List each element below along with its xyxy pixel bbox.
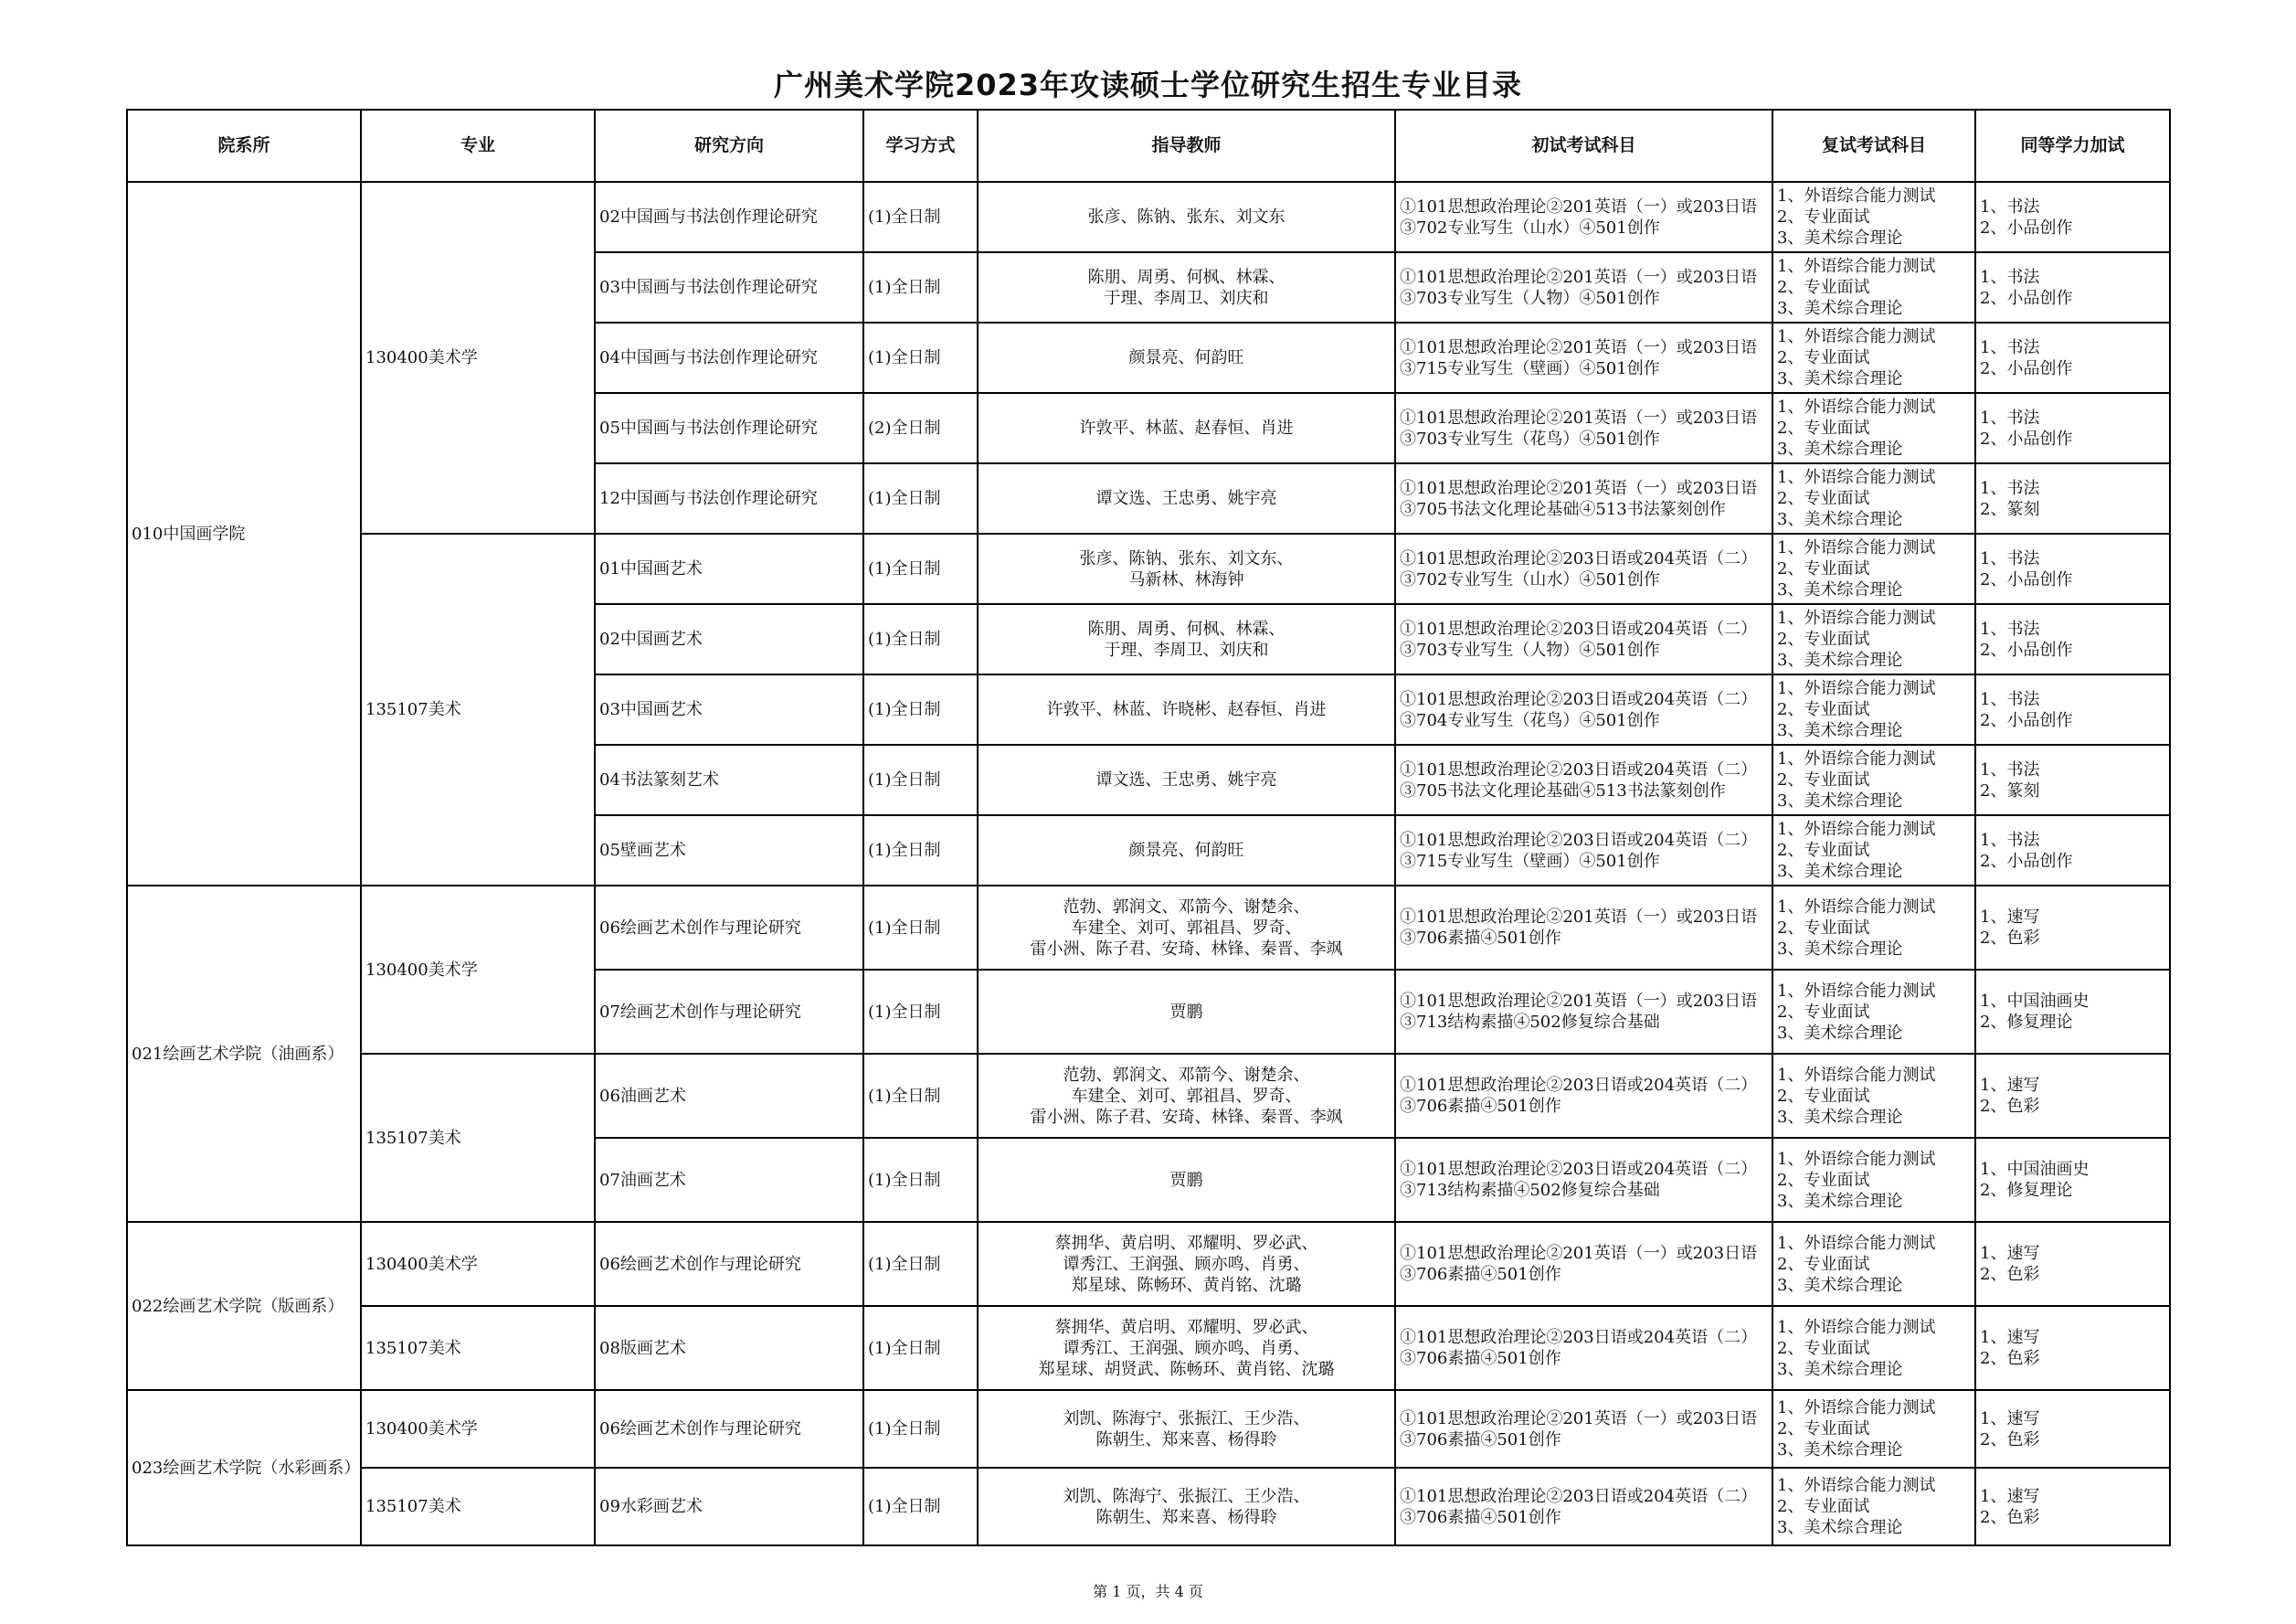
table-row bbox=[127, 1390, 2170, 1468]
tutors-cell: 贾鹏 bbox=[978, 970, 1395, 1054]
tutors-cell: 许敦平、林蓝、赵春恒、肖进 bbox=[978, 393, 1395, 463]
mode-cell: (1)全日制 bbox=[863, 1054, 978, 1138]
direction-cell: 06绘画艺术创作与理论研究 bbox=[595, 1390, 863, 1468]
direction-cell: 01中国画艺术 bbox=[595, 534, 863, 604]
retest-cell: 1、外语综合能力测试 2、专业面试 3、美术综合理论 bbox=[1772, 182, 1975, 252]
direction-cell: 07绘画艺术创作与理论研究 bbox=[595, 970, 863, 1054]
retest-cell: 1、外语综合能力测试 2、专业面试 3、美术综合理论 bbox=[1772, 970, 1975, 1054]
extra-cell: 1、书法 2、小品创作 bbox=[1975, 604, 2170, 674]
extra-cell: 1、速写 2、色彩 bbox=[1975, 1222, 2170, 1306]
retest-cell: 1、外语综合能力测试 2、专业面试 3、美术综合理论 bbox=[1772, 886, 1975, 970]
header-exam: 初试考试科目 bbox=[1395, 110, 1772, 182]
mode-cell: (1)全日制 bbox=[863, 1468, 978, 1545]
exam-cell: ①101思想政治理论②203日语或204英语（二） ③703专业写生（人物）④501创作 bbox=[1395, 604, 1772, 674]
retest-cell: 1、外语综合能力测试 2、专业面试 3、美术综合理论 bbox=[1772, 393, 1975, 463]
header-direction: 研究方向 bbox=[595, 110, 863, 182]
exam-cell: ①101思想政治理论②201英语（一）或203日语 ③715专业写生（壁画）④501创作 bbox=[1395, 323, 1772, 393]
extra-cell: 1、速写 2、色彩 bbox=[1975, 886, 2170, 970]
header-dept: 院系所 bbox=[127, 110, 361, 182]
direction-cell: 02中国画与书法创作理论研究 bbox=[595, 182, 863, 252]
retest-cell: 1、外语综合能力测试 2、专业面试 3、美术综合理论 bbox=[1772, 1306, 1975, 1390]
retest-cell: 1、外语综合能力测试 2、专业面试 3、美术综合理论 bbox=[1772, 1468, 1975, 1545]
extra-cell: 1、书法 2、小品创作 bbox=[1975, 182, 2170, 252]
direction-cell: 05壁画艺术 bbox=[595, 815, 863, 886]
direction-cell: 08版画艺术 bbox=[595, 1306, 863, 1390]
tutors-cell: 蔡拥华、黄启明、邓耀明、罗必武、 谭秀江、王润强、顾亦鸣、肖勇、 郑星球、胡贤武、陈畅环、黄肖铭、沈璐 bbox=[978, 1306, 1395, 1390]
dept-cell: 021绘画艺术学院（油画系） bbox=[127, 886, 361, 1222]
retest-cell: 1、外语综合能力测试 2、专业面试 3、美术综合理论 bbox=[1772, 674, 1975, 745]
extra-cell: 1、书法 2、篆刻 bbox=[1975, 463, 2170, 534]
direction-cell: 06油画艺术 bbox=[595, 1054, 863, 1138]
table-row bbox=[127, 1054, 2170, 1138]
extra-cell: 1、中国油画史 2、修复理论 bbox=[1975, 1138, 2170, 1222]
extra-cell: 1、速写 2、色彩 bbox=[1975, 1468, 2170, 1545]
header-mode: 学习方式 bbox=[863, 110, 978, 182]
extra-cell: 1、书法 2、小品创作 bbox=[1975, 815, 2170, 886]
tutors-cell: 范勃、郭润文、邓箭今、谢楚余、 车建全、刘可、郭祖昌、罗奇、 雷小洲、陈子君、安琦、林锋、秦晋、李飒 bbox=[978, 886, 1395, 970]
mode-cell: (1)全日制 bbox=[863, 534, 978, 604]
major-cell: 130400美术学 bbox=[361, 1222, 595, 1306]
retest-cell: 1、外语综合能力测试 2、专业面试 3、美术综合理论 bbox=[1772, 815, 1975, 886]
exam-cell: ①101思想政治理论②203日语或204英语（二） ③706素描④501创作 bbox=[1395, 1468, 1772, 1545]
tutors-cell: 范勃、郭润文、邓箭今、谢楚余、 车建全、刘可、郭祖昌、罗奇、 雷小洲、陈子君、安琦、林锋、秦晋、李飒 bbox=[978, 1054, 1395, 1138]
retest-cell: 1、外语综合能力测试 2、专业面试 3、美术综合理论 bbox=[1772, 252, 1975, 323]
direction-cell: 02中国画艺术 bbox=[595, 604, 863, 674]
extra-cell: 1、书法 2、小品创作 bbox=[1975, 252, 2170, 323]
extra-cell: 1、速写 2、色彩 bbox=[1975, 1390, 2170, 1468]
tutors-cell: 刘凯、陈海宁、张振江、王少浩、 陈朝生、郑来喜、杨得聆 bbox=[978, 1390, 1395, 1468]
extra-cell: 1、书法 2、小品创作 bbox=[1975, 534, 2170, 604]
major-cell: 135107美术 bbox=[361, 534, 595, 886]
extra-cell: 1、书法 2、小品创作 bbox=[1975, 323, 2170, 393]
direction-cell: 12中国画与书法创作理论研究 bbox=[595, 463, 863, 534]
extra-cell: 1、中国油画史 2、修复理论 bbox=[1975, 970, 2170, 1054]
tutors-cell: 谭文选、王忠勇、姚宇亮 bbox=[978, 745, 1395, 815]
table-row bbox=[127, 1306, 2170, 1390]
retest-cell: 1、外语综合能力测试 2、专业面试 3、美术综合理论 bbox=[1772, 1138, 1975, 1222]
exam-cell: ①101思想政治理论②203日语或204英语（二） ③704专业写生（花鸟）④501创作 bbox=[1395, 674, 1772, 745]
extra-cell: 1、速写 2、色彩 bbox=[1975, 1054, 2170, 1138]
direction-cell: 03中国画艺术 bbox=[595, 674, 863, 745]
mode-cell: (1)全日制 bbox=[863, 463, 978, 534]
direction-cell: 03中国画与书法创作理论研究 bbox=[595, 252, 863, 323]
extra-cell: 1、书法 2、篆刻 bbox=[1975, 745, 2170, 815]
mode-cell: (1)全日制 bbox=[863, 886, 978, 970]
tutors-cell: 许敦平、林蓝、许晓彬、赵春恒、肖进 bbox=[978, 674, 1395, 745]
header-major: 专业 bbox=[361, 110, 595, 182]
exam-cell: ①101思想政治理论②201英语（一）或203日语 ③705书法文化理论基础④513书法篆刻创作 bbox=[1395, 463, 1772, 534]
retest-cell: 1、外语综合能力测试 2、专业面试 3、美术综合理论 bbox=[1772, 534, 1975, 604]
direction-cell: 04中国画与书法创作理论研究 bbox=[595, 323, 863, 393]
tutors-cell: 张彦、陈钠、张东、刘文东 bbox=[978, 182, 1395, 252]
retest-cell: 1、外语综合能力测试 2、专业面试 3、美术综合理论 bbox=[1772, 745, 1975, 815]
exam-cell: ①101思想政治理论②203日语或204英语（二） ③706素描④501创作 bbox=[1395, 1054, 1772, 1138]
mode-cell: (1)全日制 bbox=[863, 323, 978, 393]
exam-cell: ①101思想政治理论②203日语或204英语（二） ③705书法文化理论基础④513书法篆刻创作 bbox=[1395, 745, 1772, 815]
major-cell: 130400美术学 bbox=[361, 1390, 595, 1468]
dept-cell: 023绘画艺术学院（水彩画系） bbox=[127, 1390, 361, 1545]
major-cell: 135107美术 bbox=[361, 1306, 595, 1390]
tutors-cell: 颜景亮、何韵旺 bbox=[978, 815, 1395, 886]
mode-cell: (1)全日制 bbox=[863, 674, 978, 745]
exam-cell: ①101思想政治理论②203日语或204英语（二） ③702专业写生（山水）④501创作 bbox=[1395, 534, 1772, 604]
retest-cell: 1、外语综合能力测试 2、专业面试 3、美术综合理论 bbox=[1772, 1054, 1975, 1138]
major-cell: 135107美术 bbox=[361, 1468, 595, 1545]
page-title: 广州美术学院2023年攻读硕士学位研究生招生专业目录 bbox=[773, 68, 1523, 102]
retest-cell: 1、外语综合能力测试 2、专业面试 3、美术综合理论 bbox=[1772, 1222, 1975, 1306]
retest-cell: 1、外语综合能力测试 2、专业面试 3、美术综合理论 bbox=[1772, 1390, 1975, 1468]
dept-cell: 010中国画学院 bbox=[127, 182, 361, 886]
retest-cell: 1、外语综合能力测试 2、专业面试 3、美术综合理论 bbox=[1772, 604, 1975, 674]
retest-cell: 1、外语综合能力测试 2、专业面试 3、美术综合理论 bbox=[1772, 323, 1975, 393]
tutors-cell: 蔡拥华、黄启明、邓耀明、罗必武、 谭秀江、王润强、顾亦鸣、肖勇、 郑星球、陈畅环、黄肖铭、沈璐 bbox=[978, 1222, 1395, 1306]
mode-cell: (1)全日制 bbox=[863, 745, 978, 815]
table-row bbox=[127, 1468, 2170, 1545]
mode-cell: (1)全日制 bbox=[863, 604, 978, 674]
tutors-cell: 陈朋、周勇、何枫、林霖、 于理、李周卫、刘庆和 bbox=[978, 252, 1395, 323]
direction-cell: 07油画艺术 bbox=[595, 1138, 863, 1222]
header-row bbox=[127, 110, 2170, 182]
exam-cell: ①101思想政治理论②201英语（一）或203日语 ③702专业写生（山水）④501创作 bbox=[1395, 182, 1772, 252]
direction-cell: 06绘画艺术创作与理论研究 bbox=[595, 886, 863, 970]
exam-cell: ①101思想政治理论②201英语（一）或203日语 ③703专业写生（人物）④501创作 bbox=[1395, 252, 1772, 323]
mode-cell: (1)全日制 bbox=[863, 252, 978, 323]
direction-cell: 06绘画艺术创作与理论研究 bbox=[595, 1222, 863, 1306]
exam-cell: ①101思想政治理论②203日语或204英语（二） ③706素描④501创作 bbox=[1395, 1306, 1772, 1390]
tutors-cell: 刘凯、陈海宁、张振江、王少浩、 陈朝生、郑来喜、杨得聆 bbox=[978, 1468, 1395, 1545]
exam-cell: ①101思想政治理论②201英语（一）或203日语 ③706素描④501创作 bbox=[1395, 886, 1772, 970]
tutors-cell: 谭文选、王忠勇、姚宇亮 bbox=[978, 463, 1395, 534]
exam-cell: ①101思想政治理论②201英语（一）或203日语 ③706素描④501创作 bbox=[1395, 1390, 1772, 1468]
exam-cell: ①101思想政治理论②203日语或204英语（二） ③713结构素描④502修复综合基础 bbox=[1395, 1138, 1772, 1222]
mode-cell: (2)全日制 bbox=[863, 393, 978, 463]
page-footer: 第 1 页，共 4 页 bbox=[1093, 1583, 1203, 1600]
dept-cell: 022绘画艺术学院（版画系） bbox=[127, 1222, 361, 1390]
mode-cell: (1)全日制 bbox=[863, 182, 978, 252]
exam-cell: ①101思想政治理论②201英语（一）或203日语 ③706素描④501创作 bbox=[1395, 1222, 1772, 1306]
table-row bbox=[127, 1222, 2170, 1306]
table-row bbox=[127, 886, 2170, 970]
table-row bbox=[127, 534, 2170, 604]
direction-cell: 04书法篆刻艺术 bbox=[595, 745, 863, 815]
tutors-cell: 颜景亮、何韵旺 bbox=[978, 323, 1395, 393]
tutors-cell: 贾鹏 bbox=[978, 1138, 1395, 1222]
retest-cell: 1、外语综合能力测试 2、专业面试 3、美术综合理论 bbox=[1772, 463, 1975, 534]
header-tutors: 指导教师 bbox=[978, 110, 1395, 182]
mode-cell: (1)全日制 bbox=[863, 1306, 978, 1390]
major-cell: 130400美术学 bbox=[361, 886, 595, 1054]
mode-cell: (1)全日制 bbox=[863, 1138, 978, 1222]
direction-cell: 09水彩画艺术 bbox=[595, 1468, 863, 1545]
mode-cell: (1)全日制 bbox=[863, 815, 978, 886]
exam-cell: ①101思想政治理论②203日语或204英语（二） ③715专业写生（壁画）④501创作 bbox=[1395, 815, 1772, 886]
extra-cell: 1、书法 2、小品创作 bbox=[1975, 674, 2170, 745]
header-extra: 同等学力加试 bbox=[1975, 110, 2170, 182]
mode-cell: (1)全日制 bbox=[863, 1390, 978, 1468]
exam-cell: ①101思想政治理论②201英语（一）或203日语 ③713结构素描④502修复综合基础 bbox=[1395, 970, 1772, 1054]
exam-cell: ①101思想政治理论②201英语（一）或203日语 ③703专业写生（花鸟）④501创作 bbox=[1395, 393, 1772, 463]
major-cell: 130400美术学 bbox=[361, 182, 595, 534]
mode-cell: (1)全日制 bbox=[863, 1222, 978, 1306]
tutors-cell: 陈朋、周勇、何枫、林霖、 于理、李周卫、刘庆和 bbox=[978, 604, 1395, 674]
mode-cell: (1)全日制 bbox=[863, 970, 978, 1054]
catalog-table bbox=[126, 109, 2171, 1546]
table-row bbox=[127, 182, 2170, 252]
header-retest: 复试考试科目 bbox=[1772, 110, 1975, 182]
tutors-cell: 张彦、陈钠、张东、刘文东、 马新林、林海钟 bbox=[978, 534, 1395, 604]
direction-cell: 05中国画与书法创作理论研究 bbox=[595, 393, 863, 463]
extra-cell: 1、速写 2、色彩 bbox=[1975, 1306, 2170, 1390]
extra-cell: 1、书法 2、小品创作 bbox=[1975, 393, 2170, 463]
major-cell: 135107美术 bbox=[361, 1054, 595, 1222]
